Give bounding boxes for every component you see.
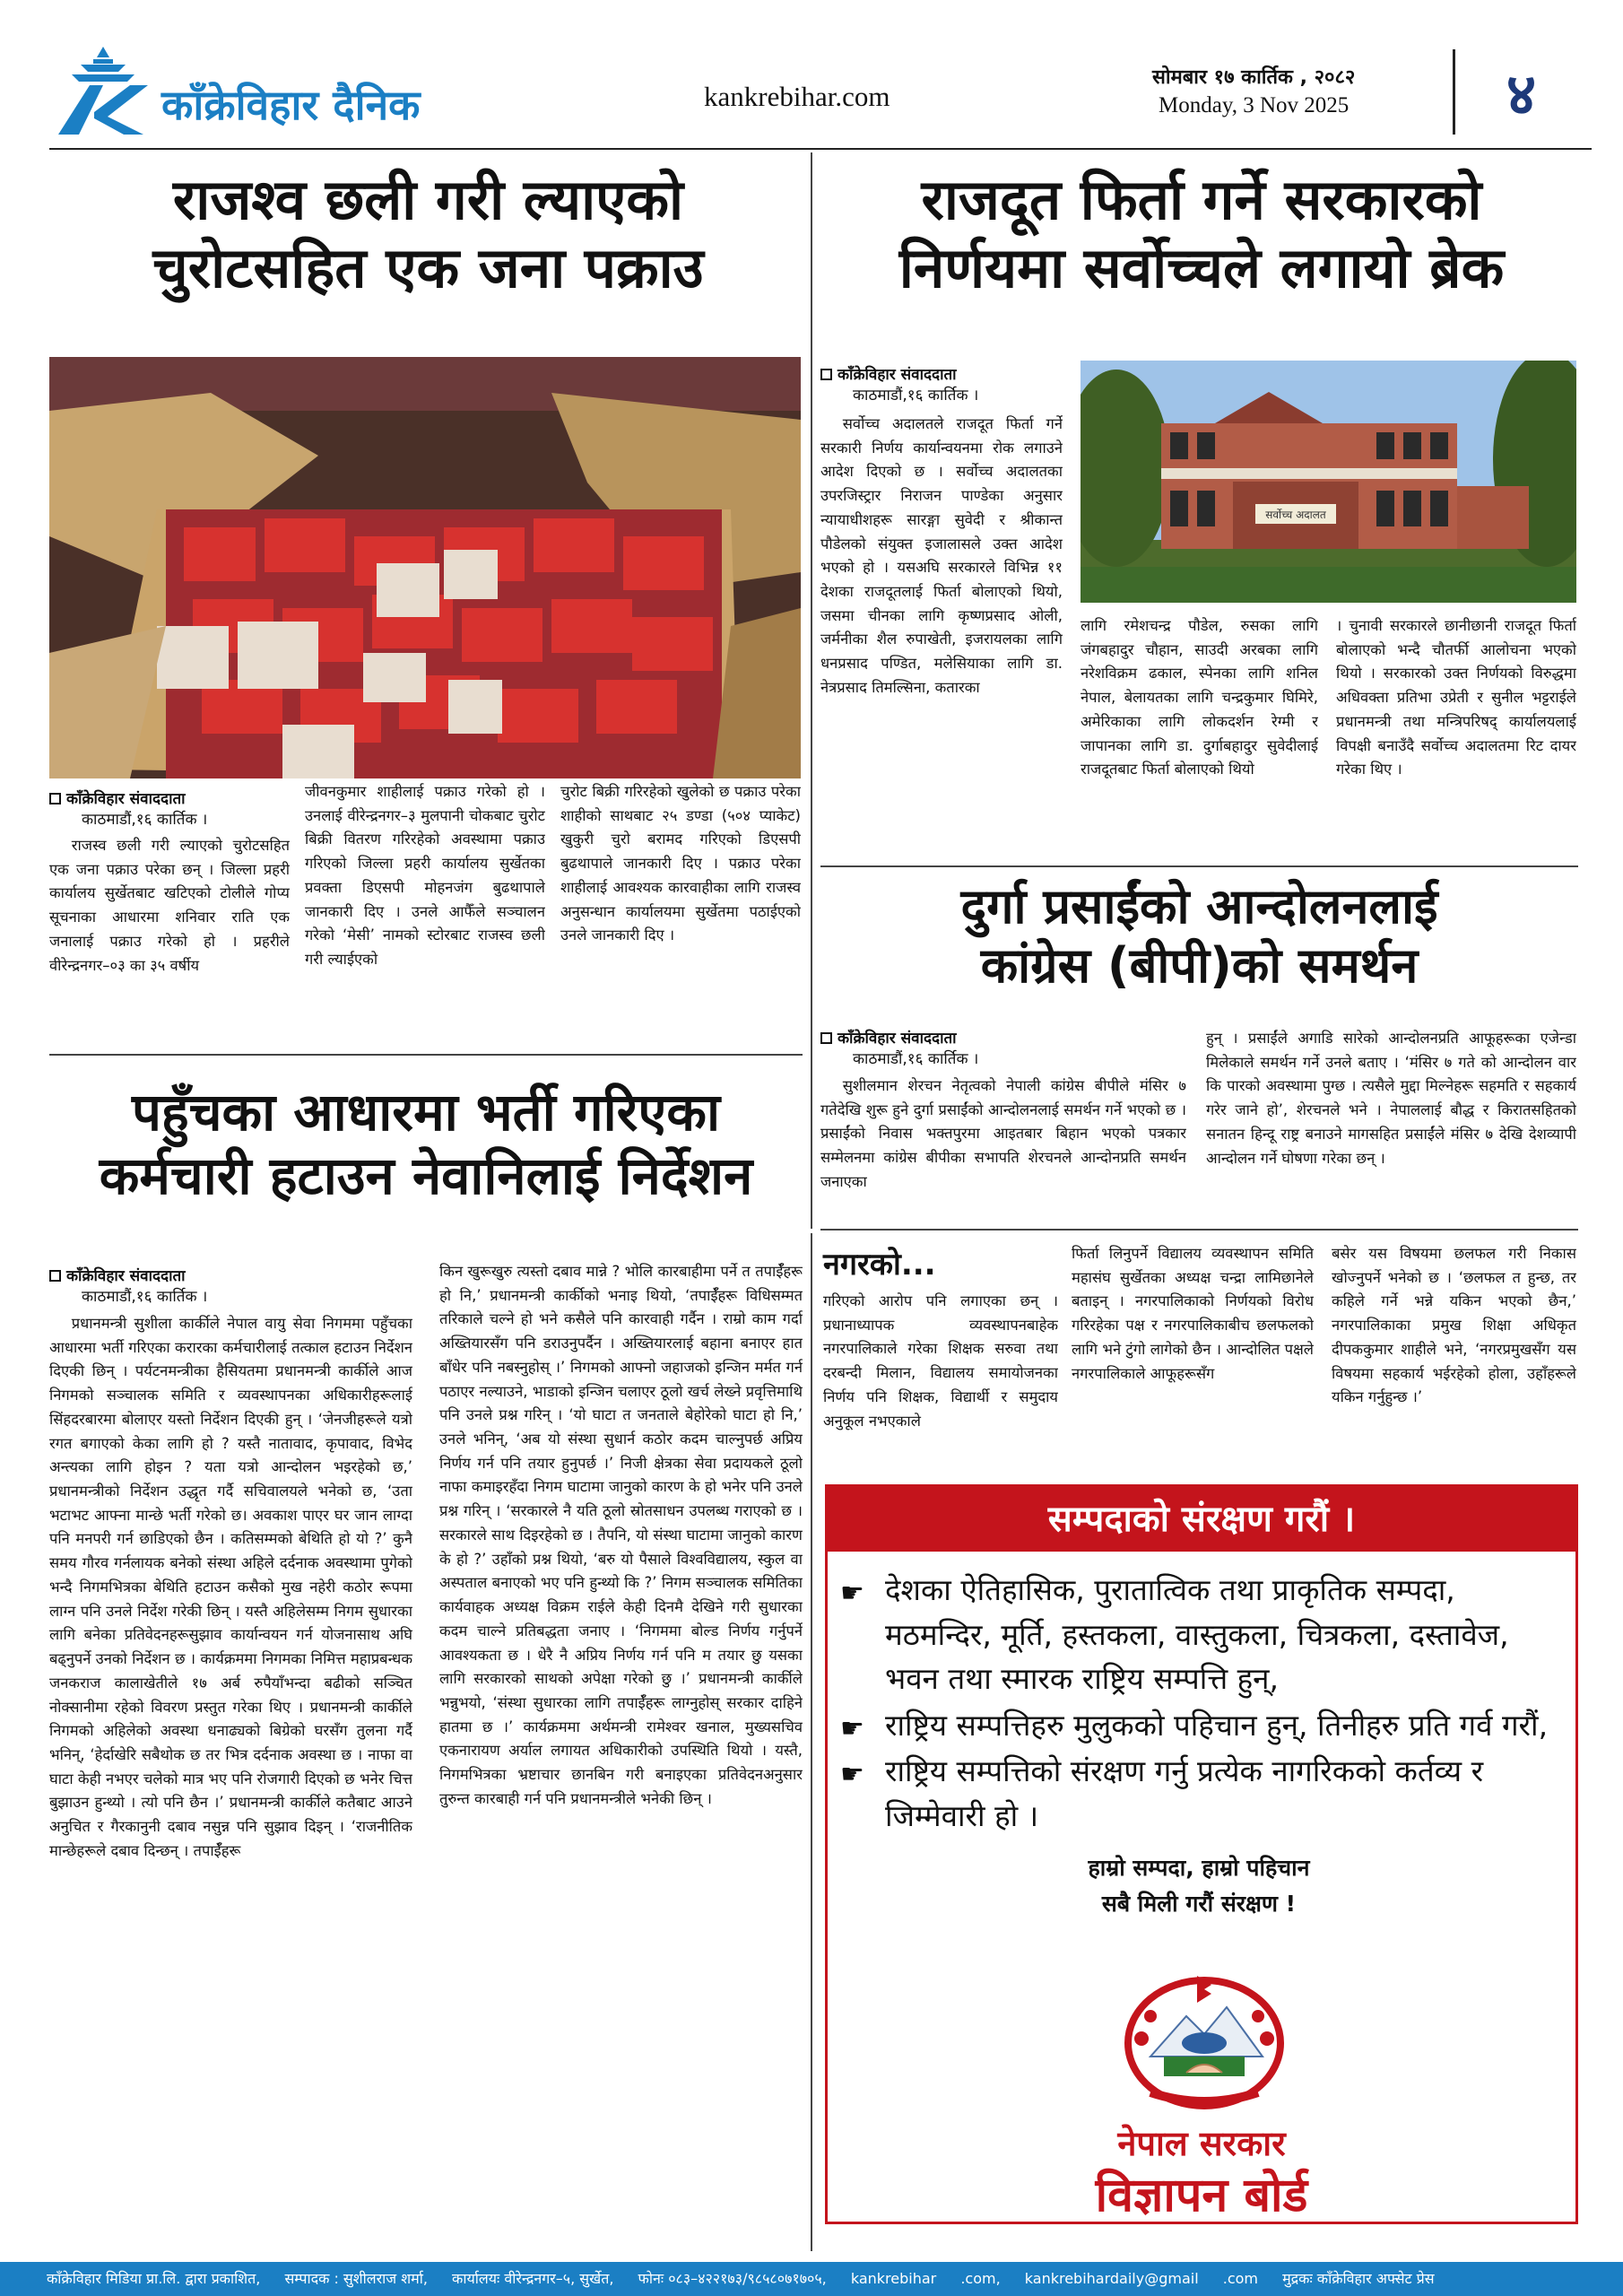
footer-publisher: काँक्रेविहार मिडिया प्रा.लि. द्वारा प्रकाशित,	[47, 2270, 261, 2287]
story1-column-3	[560, 780, 801, 1046]
story2-col1-text: सर्वोच्च अदालतले राजदूत फिर्ता गर्ने सरकारी निर्णय कार्यान्वयनमा रोक लगाउने आदेश दिएको छ । सर्वोच्च अदालतका उपरजिस्ट्रार निराजन पाण्डेका अनुसार न्यायाधीशहरू सारङ्गा सुवेदी र श्रीकान्त पौडेलको संयुक्त इजालासले उक्त आदेश भएको हो । यसअघि सरकारले विभिन्न ११ देशका राजदूतलाई फिर्ता बोलाएको थियो, जसमा चीनका लागि कृष्णप्रसाद ओली, जर्मनीका शैल रुपाखेती, इजरायलका लागि धनप्रसाद पण्डित, मलेसियाका लागि डा. नेत्रप्रसाद तिमल्सिना, कतारका	[820, 415, 1063, 696]
ad-point-3-text: राष्ट्रिय सम्पत्तिको संरक्षण गर्नु प्रत्येक नागरिकको कर्तव्य र जिम्मेवारी हो ।	[885, 1753, 1484, 1833]
story2-byline	[820, 363, 1081, 384]
story4-dateline: काठमाडौं,१६ कार्तिक ।	[82, 1288, 208, 1306]
story5-column-3	[1332, 1242, 1576, 1474]
story5-column-2	[1072, 1242, 1314, 1474]
story2-headline-line2: निर्णयमा सर्वोच्चले लगायो ब्रेक	[898, 234, 1505, 300]
pointing-hand-icon: ☛	[840, 1712, 864, 1744]
ad-point-2-text: राष्ट्रिय सम्पत्तिहरु मुलुकको पहिचान हुन्, तिनीहरु प्रति गर्व गरौं,	[885, 1707, 1549, 1743]
brand-name: काँक्रेविहार दैनिक	[161, 81, 421, 129]
ad-point-2	[840, 1703, 1558, 1748]
story4-column-1	[49, 1312, 412, 2254]
story1-byline-text: काँक्रेविहार संवाददाता	[66, 790, 186, 808]
story3-column-1	[820, 1074, 1186, 1225]
pointing-hand-icon: ☛	[840, 1759, 864, 1790]
story3-headline-line2: कांग्रेस (बीपी)को समर्थन	[980, 936, 1419, 994]
story5-col3-text: बसेर यस विषयमा छलफल गरी निकास खोज्नुपर्ने भनेको छ । ‘छलफल त हुन्छ, तर कहिले गर्ने भन्ने यकिन भएको छैन,’ नगरपालिकाका प्रमुख शिक्षा अधिकृत दीपककुमार शाहीले भने, ‘नगरप्रमुखसँग यस विषयमा सहकार्य भईरहेको होला, उहाँहरूले यकिन गर्नुहुन्छ ।’	[1332, 1245, 1576, 1406]
story1-col1-text: राजस्व छली गरी ल्याएको चुरोटसहित एक जना पक्राउ परेका छन् । जिल्ला प्रहरी कार्यालय सुर्खेतबाट खटिएको टोलीले गोप्य सूचनाका आधारमा शनिवार राति एक जनालाई पक्राउ गरेको हो । प्रहरीले वीरेन्द्रनगर–०३ का ३५ वर्षीय	[49, 837, 290, 974]
footer-facebook[interactable]: kankrebihar	[850, 2270, 937, 2287]
section-divider	[820, 865, 1578, 867]
story2-col2-text: लागि रमेशचन्द्र पौडेल, रुसका लागि जंगबहादुर चौहान, साउदी अरबका लागि नरेशविक्रम ढकाल, स्पेनका लागि शनिल नेपाल, बेलायतका लागि चन्द्रकुमार घिमिरे, अमेरिकाका लागि लोकदर्शन रेग्मी र जापानका लागि डा. दुर्गाबहादुर सुवेदीलाई राजदूतबाट फिर्ता बोलाएको थियो	[1081, 617, 1318, 778]
story3-headline	[820, 877, 1578, 996]
square-bullet-icon	[820, 369, 832, 380]
ad-point-1	[840, 1568, 1558, 1701]
story1-headline	[54, 166, 803, 301]
story3-byline-text: काँक्रेविहार संवाददाता	[838, 1030, 957, 1048]
ad-body	[828, 1552, 1575, 1922]
section-divider	[820, 1229, 1578, 1231]
ad-board-name: विज्ञापन बोर्ड	[1095, 2169, 1308, 2222]
section-divider	[49, 1054, 803, 1056]
footer-office: कार्यालयः वीरेन्द्रनगर–५, सुर्खेत,	[452, 2270, 614, 2287]
story4-headline-line1: पहुँचका आधारमा भर्ती गरिएका	[131, 1082, 720, 1143]
ad-point-1-text: देशका ऐतिहासिक, पुरातात्विक तथा प्राकृतिक सम्पदा, मठमन्दिर, मूर्ति, हस्तकला, वास्तुकला, चित्रकला, दस्तावेज, भवन तथा स्मारक राष्ट्रिय सम्पत्ति हुन्,	[885, 1572, 1509, 1696]
story3-col1-text: सुशीलमान शेरचन नेतृत्वको नेपाली कांग्रेस बीपीले मंसिर ७ गतेदेखि शुरू हुने दुर्गा प्रसाईंको आन्दोलनलाई समर्थन गर्ने भएको छ । प्रसाईंको निवास भक्तपुरमा आइतबार बिहान भएको पत्रकार सम्मेलनमा कांग्रेस बीपीका सभापति शेरचनले आन्दोनप्रति समर्थन जनाएका	[820, 1077, 1186, 1190]
column-divider	[811, 1233, 812, 2251]
story4-byline	[49, 1265, 309, 1285]
logo-icon	[54, 45, 152, 139]
date-nepali: सोमबार १७ कार्तिक , २०८२	[1152, 66, 1356, 89]
story2-col3-text: । चुनावी सरकारले छानीछानी राजदूत फिर्ता बोलाएको भन्दै चौतर्फी आलोचना भएको थियो । सरकारको उक्त निर्णयको विरुद्धमा अधिवक्ता प्रतिभा उप्रेती र सुनील भट्टराईले प्रधानमन्त्री तथा मन्त्रिपरिषद् कार्यालयलाई विपक्षी बनाउँदै सर्वोच्च अदालतमा रिट दायर गरेका थिए ।	[1336, 617, 1576, 778]
story2-byline-block	[820, 363, 1081, 404]
story3-dateline: काठमाडौं,१६ कार्तिक ।	[853, 1050, 979, 1068]
story2-dateline: काठमाडौं,१६ कार्तिक ।	[853, 387, 979, 404]
story2-column-2	[1081, 614, 1318, 857]
masthead	[54, 36, 475, 144]
story4-byline-block	[49, 1265, 309, 1306]
story5-col1-text: गरिएको आरोप पनि लगाएका छन् । प्रधानाध्यापक व्यवस्थापनबाहेक नगरपालिकाले गरेका शिक्षक सरुवा तथा दरबन्दी मिलान, विद्यालय समायोजनका निर्णय पनि शिक्षक, विद्यार्थी र समुदाय अनुकूल नभएकाले	[823, 1292, 1058, 1430]
story1-column-1	[49, 834, 290, 1046]
story1-headline-line2: चुरोटसहित एक जना पक्राउ	[152, 234, 704, 300]
date-english: Monday, 3 Nov 2025	[1159, 93, 1350, 117]
story1-headline-line1: राजश्व छली गरी ल्याएको	[172, 167, 684, 232]
story4-byline-text: काँक्रेविहार संवाददाता	[66, 1267, 186, 1285]
site-url[interactable]: kankrebihar.com	[704, 81, 890, 112]
story1-column-2	[305, 780, 545, 1046]
story4-col1-text: प्रधानमन्त्री सुशीला कार्कीले नेपाल वायु सेवा निगममा पहुँचका आधारमा भर्ती गरिएका करारका कर्मचारीलाई तत्काल हटाउन निर्देशन दिएकी छिन् । पर्यटनमन्त्रीका हैसियतमा प्रधानमन्त्री कार्कीले आज निगमको सञ्चालक समिति र व्यवस्थापनका अधिकारीहरूलाई सिंहदरबारमा बोलाएर यस्तो निर्देशन दिएकी हुन् । ‘जेनजीहरूले यत्रो रगत बगाएको केका लागि हो ? यस्तै नातावाद, कृपावाद, विभेद अन्त्यका लागि होइन ? यता यत्रो आन्दोलन भइरहेको छ,’ प्रधानमन्त्रीको निर्देशन उद्धृत गर्दै सचिवालयले भनेको छ, ‘उता भटाभट आफ्ना मान्छे भर्ती गरेको छ। अवकाश पाएर घर जान लाग्दा पनि मनपरी गर्न छाडिएको छैन । कतिसम्मको बेथिति हो यो ?’ कुनै समय गौरव गर्नलायक बनेको संस्था अहिले दर्दनाक अवस्थामा पुगेको भन्दै निगमभित्रका बेथिति हटाउन कसैको मुख नहेरी कठोर रूपमा लाग्न पनि उनले निर्देश गरेकी छिन् । यस्तै अहिलेसम्म निगम सुधारका लागि बनेका प्रतिवेदनहरूसुझाव कार्यान्वयन गर्न योजनासाथ अघि बढ्नुपर्ने उनको निर्देशन छ । कार्यक्रममा निगमका निमित्त महाप्रबन्धक जनकराज कालाखेतीले १७ अर्ब रुपैयाँभन्दा बढीको सञ्चित नोक्सानीमा रहेको विवरण प्रस्तुत गरेका थिए । प्रधानमन्त्री कार्कीले निगमको अहिलेको अवस्था धनाढ्यको बिग्रेको घरसँग तुलना गर्दै भनिन्, ‘हेर्दाखेरि सबैथोक छ तर भित्र दर्दनाक अवस्था छ । नाफा वा घाटा केही नभएर चलेको मात्र भए पनि रोजगारी दिएको छ भनेर चित्त बुझाउन हुन्थ्यो । त्यो पनि छैन ।’ प्रधानमन्त्री कार्कीले कतैबाट आउने अनुचित र गैरकानुनी दबाव नसुन्न पनि सुझाव दिइन् । ‘राजनीतिक मान्छेहरूले दबाव दिन्छन् । तपाईँहरू	[49, 1315, 412, 1859]
story2-headline-line1: राजदूत फिर्ता गर्ने सरकारको	[921, 167, 1482, 232]
ad-slogan-line1: हाम्रो सम्पदा, हाम्रो पहिचान	[1088, 1855, 1310, 1881]
cigarette-boxes-image	[49, 357, 801, 778]
footer-bar	[0, 2262, 1623, 2296]
story2-byline-text: काँक्रेविहार संवाददाता	[838, 366, 957, 384]
footer-domain-2: .com	[1222, 2270, 1259, 2287]
story1-byline-block	[49, 787, 309, 829]
story1-dateline: काठमाडौं,१६ कार्तिक ।	[82, 811, 208, 829]
footer-domain-1: .com,	[960, 2270, 1001, 2287]
footer-editor: सम्पादक : सुशीलराज शर्मा,	[284, 2270, 428, 2287]
story1-byline	[49, 787, 309, 808]
story4-column-2	[439, 1260, 803, 2254]
ad-point-3	[840, 1749, 1558, 1838]
header-divider	[49, 148, 1592, 150]
story2-headline	[820, 166, 1583, 301]
ad-slogan	[840, 1850, 1558, 1922]
story3-col2-text: हुन् । प्रसाईंले अगाडि सारेको आन्दोलनप्रति आफूहरूका एजेन्डा मिलेकाले समर्थन गर्ने उनले बताए । ‘मंसिर ७ गते को आन्दोलन वार कि पारको अवस्थामा पुग्छ । त्यसैले मुद्दा मिल्नेहरू सहमति र सहकार्य गरेर जाने हो’, शेरचनले भने । नेपाललाई बौद्ध र किरातसहितको सनातन हिन्दू राष्ट्र बनाउने मागसहित प्रसाईंले मंसिर ७ देखि देशव्यापी आन्दोलन गर्ने घोषणा गरेका छन् ।	[1206, 1030, 1576, 1167]
story1-col3-text: चुरोट बिक्री गरिरहेको खुलेको छ पक्राउ परेका शाहीको साथबाट २५ डण्डा (५०४ प्याकेट) खुकुरी चुरो बरामद गरिएको डिएसपी बुढथापाले जानकारी दिए । पक्राउ परेका शाहीलाई आवश्यक कारवाहीका लागि राजस्व अनुसन्धान कार्यालयमा सुर्खेतमा पठाईएको उनले जानकारी दिए ।	[560, 783, 801, 944]
nepal-emblem-icon	[1115, 1967, 1294, 2110]
story3-column-2	[1206, 1027, 1576, 1225]
issue-date	[1152, 63, 1355, 118]
story5-headline: नगरको...	[823, 1247, 936, 1283]
footer-email[interactable]: kankrebihardaily@gmail	[1024, 2270, 1199, 2287]
pointing-hand-icon: ☛	[840, 1578, 864, 1609]
story4-col2-text: किन खुरूखुरु त्यस्तो दबाव मान्ने ? भोलि कारबाहीमा पर्ने त तपाईँहरू हो नि,’ प्रधानमन्त्री कार्कीको भनाइ थियो, ‘तपाईँहरू विधिसम्मत तरिकाले चल्ने हो भने कसैले पनि कारवाही गर्दैन । राम्रो काम गर्दा अख्तियारसँग पनि डराउनुपर्दैन । अख्तियारलाई बहाना बनाएर हात बाँधेर पनि नबस्नुहोस् ।’ निगमको आफ्नो जहाजको इन्जिन मर्मत गर्न पठाएर नल्याउने, भाडाको इन्जिन चलाएर ठूलो खर्च लेख्ने प्रवृत्तिमाथि पनि उनले प्रश्न गरिन् । ‘यो घाटा त जनताले बेहोरेको घाटा हो नि,’ उनले भनिन्, ‘अब यो संस्था सुधार्न कठोर कदम चाल्नुपर्छ अप्रिय निर्णय गर्न पनि तयार हुनुपर्छ ।’ निजी क्षेत्रका सेवा प्रदायकले ठूलो नाफा कमाइरहँदा निगम घाटामा जानुको कारण के हो भनेर पनि उनले प्रश्न गरिन् । ‘सरकारले नै यति ठूलो स्रोतसाधन उपलब्ध गराएको छ । सरकारले साथ दिइरहेको छ । तैपनि, यो संस्था घाटामा जानुको कारण के हो ?’ उहाँको प्रश्न थियो, ‘बरु यो पैसाले विश्वविद्यालय, स्कुल वा अस्पताल बनाएको भए पनि हुन्थ्यो कि ?’ निगम सञ्चालक समितिका कार्यवाहक अध्यक्ष विक्रम राईले केही दिनमै देखिने गरी सुधारका कदम चाल्ने प्रतिबद्धता जनाए । ‘निगममा बोल्ड निर्णय गर्नुपर्ने आवश्यकता छ । धेरै नै अप्रिय निर्णय गर्न पनि म तयार छु यसका लागि सरकारको साथको अपेक्षा गरेको छु ।’ प्रधानमन्त्री कार्कीले भन्नुभयो, ‘संस्था सुधारका लागि तपाईँहरू लाग्नुहोस् सरकार दाहिने हातमा छ ।’ कार्यक्रममा अर्थमन्त्री रामेश्वर खनाल, मुख्यसचिव एकनारायण अर्याल लगायत अधिकारीको उपस्थिति थियो । यस्तै, निगमभित्रका भ्रष्टाचार छानबिन गरी बनाइएका प्रतिवेदनअनुसार तुरुन्त कारबाही गर्न पनि प्रधानमन्त्रीले भनेकी छिन् ।	[439, 1263, 803, 1807]
square-bullet-icon	[49, 1270, 61, 1282]
footer-phone: फोनः ०८३–४२२१७३/९८५८०७१७०५,	[638, 2270, 827, 2287]
footer-printer: मुद्रकः काँक्रेविहार अफ्सेट प्रेस	[1282, 2270, 1435, 2287]
ad-slogan-line2: सबै मिली गरौं संरक्षण !	[1101, 1891, 1297, 1917]
story3-byline	[820, 1027, 1081, 1048]
story4-headline	[49, 1081, 803, 1208]
story2-column-3	[1336, 614, 1576, 857]
story5-column-1	[823, 1290, 1058, 1474]
story2-photo	[1081, 361, 1576, 603]
supreme-court-building-image	[1081, 361, 1576, 603]
square-bullet-icon	[820, 1032, 832, 1044]
square-bullet-icon	[49, 793, 61, 804]
story1-col2-text: जीवनकुमार शाहीलाई पक्राउ गरेको हो । उनलाई वीरेन्द्रनगर–३ मुलपानी चोकबाट चुरोट बिक्री वितरण गरिरहेको अवस्थामा पक्राउ गरिएको जिल्ला प्रहरी कार्यालय सुर्खेतका प्रवक्ता डिएसपी मोहनजंग बुढथापाले जानकारी दिए । उनले आफैँले सञ्चालन गरेको ‘मेसी’ नामको स्टोरबाट राजस्व छली गरी ल्याईएको	[305, 783, 545, 969]
story3-byline-block	[820, 1027, 1081, 1068]
page-number: ४	[1453, 49, 1587, 135]
story2-column-1	[820, 413, 1063, 857]
story3-headline-line1: दुर्गा प्रसाईंको आन्दोलनलाई	[960, 878, 1438, 935]
court-sign-text: सर्वोच्च अदालत	[1265, 509, 1326, 521]
ad-title: सम्पदाको संरक्षण गरौं ।	[828, 1487, 1575, 1552]
story4-headline-line2: कर्मचारी हटाउन नेवानिलाई निर्देशन	[99, 1144, 753, 1206]
story1-photo	[49, 357, 801, 778]
ad-government-name: नेपाल सरकार	[1117, 2124, 1286, 2163]
column-divider	[811, 152, 812, 1229]
heritage-advertisement	[825, 1484, 1578, 2224]
story5-col2-text: फिर्ता लिनुपर्ने विद्यालय व्यवस्थापन समिति महासंघ सुर्खेतका अध्यक्ष चन्द्रा लामिछानेले बताइन् । नगरपालिकाको निर्णयको विरोध गरिरहेका पक्ष र नगरपालिकाबीच छलफलको लागि भने टुंगो लागेको छैन । आन्दोलित पक्षले नगरपालिकाले आफूहरूसँग	[1072, 1245, 1314, 1382]
